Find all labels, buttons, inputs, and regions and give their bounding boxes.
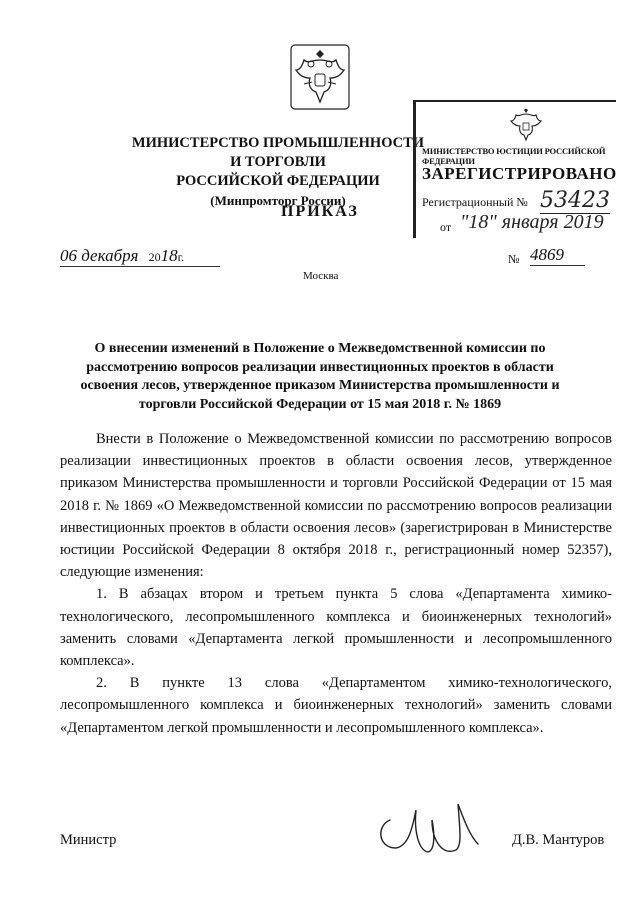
coat-of-arms-emblem <box>290 44 350 110</box>
signatory-position: Министр <box>60 832 117 848</box>
ministry-name-line2: РОССИЙСКОЙ ФЕДЕРАЦИИ <box>176 173 380 189</box>
order-number-label: № <box>508 252 520 266</box>
stamp-ministry-name: МИНИСТЕРСТВО ЮСТИЦИИ РОССИЙСКОЙ ФЕДЕРАЦИИ <box>422 146 606 166</box>
order-date-day-month: 06 декабря <box>60 246 139 265</box>
handwritten-signature <box>372 790 502 860</box>
order-body <box>60 428 612 739</box>
ministry-short-name: (Минпромторг России) <box>210 193 346 208</box>
body-item-2: 2. В пункте 13 слова «Департаментом химико-технологического, лесопромышленного комплекса и биоинженерных технологий» заменить словами «Департаментом легкой промышленности и лесопромышленного комплекса». <box>60 675 612 736</box>
stamp-registration-number: 53423 <box>540 188 610 213</box>
stamp-registered-label: ЗАРЕГИСТРИРОВАНО <box>422 164 617 183</box>
order-city: Москва <box>303 270 339 282</box>
double-headed-eagle-icon <box>290 44 350 110</box>
stamp-emblem-icon <box>508 108 544 144</box>
stamp-from-label: от <box>440 220 452 234</box>
document-type-title: ПРИКАЗ <box>281 203 359 220</box>
order-date-year: 18 <box>160 246 178 265</box>
order-title: О внесении изменений в Положение о Межведомственной комиссии по рассмотрению вопросов реализации инвестиционных проектов в области освоения лесов, утвержденное приказом Министерства промышленности и торговли Российской Федерации от 15 мая 2018 г. № 1869 <box>80 341 560 412</box>
body-item-1: 1. В абзацах втором и третьем пункта 5 слова «Департамента химико-технологического, лесопромышленного комплекса и биоинженерных технологий» заменить словами «Департамента легкой промышленности и лесопромышленного комплекса». <box>60 586 612 670</box>
registration-stamp <box>413 100 616 238</box>
signatory-name: Д.В. Мантуров <box>512 832 605 848</box>
body-intro-paragraph: Внести в Положение о Межведомственной комиссии по рассмотрению вопросов реализации инвестиционных проектов в области освоения лесов, утвержденное приказом Министерства промышленности и торговли Российской Федерации от 15 мая 2018 г. № 1869 «О Межведомственной комиссии по рассмотрению вопросов реализации инвестиционных проектов в области освоения лесов» (зарегистрирован в Министерстве юстиции Российской Федерации 8 октября 2018 г., регистрационный номер 52357), следующие изменения: <box>60 431 612 581</box>
stamp-number-label: Регистрационный № <box>422 195 528 209</box>
order-date-year-prefix: 20 <box>148 250 161 264</box>
ministry-name-line1: МИНИСТЕРСТВО ПРОМЫШЛЕННОСТИ И ТОРГОВЛИ <box>131 135 425 170</box>
order-date-year-suffix: г. <box>177 250 185 264</box>
stamp-registration-date: "18" января 2019 <box>460 211 604 233</box>
ministry-header <box>128 134 428 210</box>
order-date <box>60 246 220 267</box>
order-number: 4869 <box>530 245 585 266</box>
